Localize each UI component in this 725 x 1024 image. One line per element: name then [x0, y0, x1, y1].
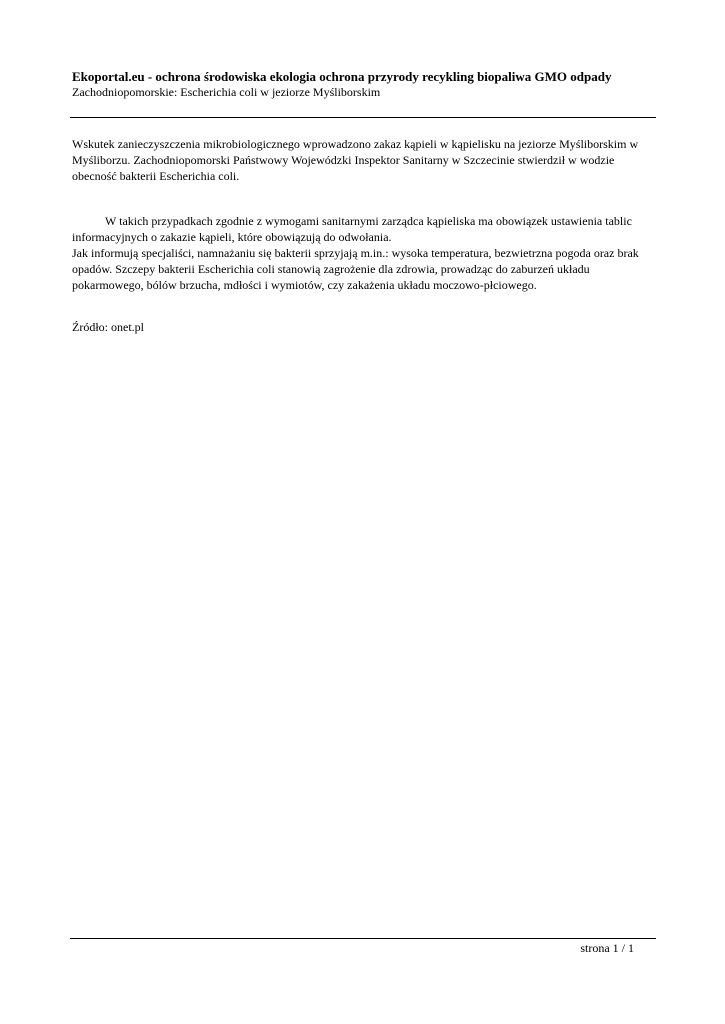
article-paragraph-2-line-2: Jak informują specjaliści, namnażaniu się bakterii sprzyjają m.in.: wysoka temperatura, bezwietrzna pogoda oraz brak opadów. Szczepy bakterii Escherichia coli stanowią zagrożenie dla zdrowia, prowadząc do zaburzeń układu pokarmowego, bólów brzucha, mdłości i wymiotów, czy zakażenia układu moczowo-płciowego.	[72, 246, 639, 292]
page-title: Ekoportal.eu - ochrona środowiska ekologia ochrona przyrody recykling biopaliwa GMO odpady	[72, 69, 612, 84]
header-divider	[70, 117, 656, 118]
page-number: strona 1 / 1	[580, 941, 634, 955]
footer-divider	[70, 938, 656, 939]
article-paragraph-2	[72, 213, 652, 293]
page-subtitle: Zachodniopomorskie: Escherichia coli w jeziorze Myśliborskim	[72, 85, 381, 99]
article-paragraph-2-line-1: W takich przypadkach zgodnie z wymogami sanitarnymi zarządca kąpieliska ma obowiązek ustawienia tablic informacyjnych o zakazie kąpieli, które obowiązują do odwołania.	[72, 214, 632, 244]
article-source: Źródło: onet.pl	[72, 320, 144, 334]
article-paragraph-1: Wskutek zanieczyszczenia mikrobiologicznego wprowadzono zakaz kąpieli w kąpielisku na jeziorze Myśliborskim w Myśliborzu. Zachodniopomorski Państwowy Wojewódzki Inspektor Sanitarny w Szczecinie stwierdził w wodzie obecność bakterii Escherichia coli.	[72, 137, 639, 183]
